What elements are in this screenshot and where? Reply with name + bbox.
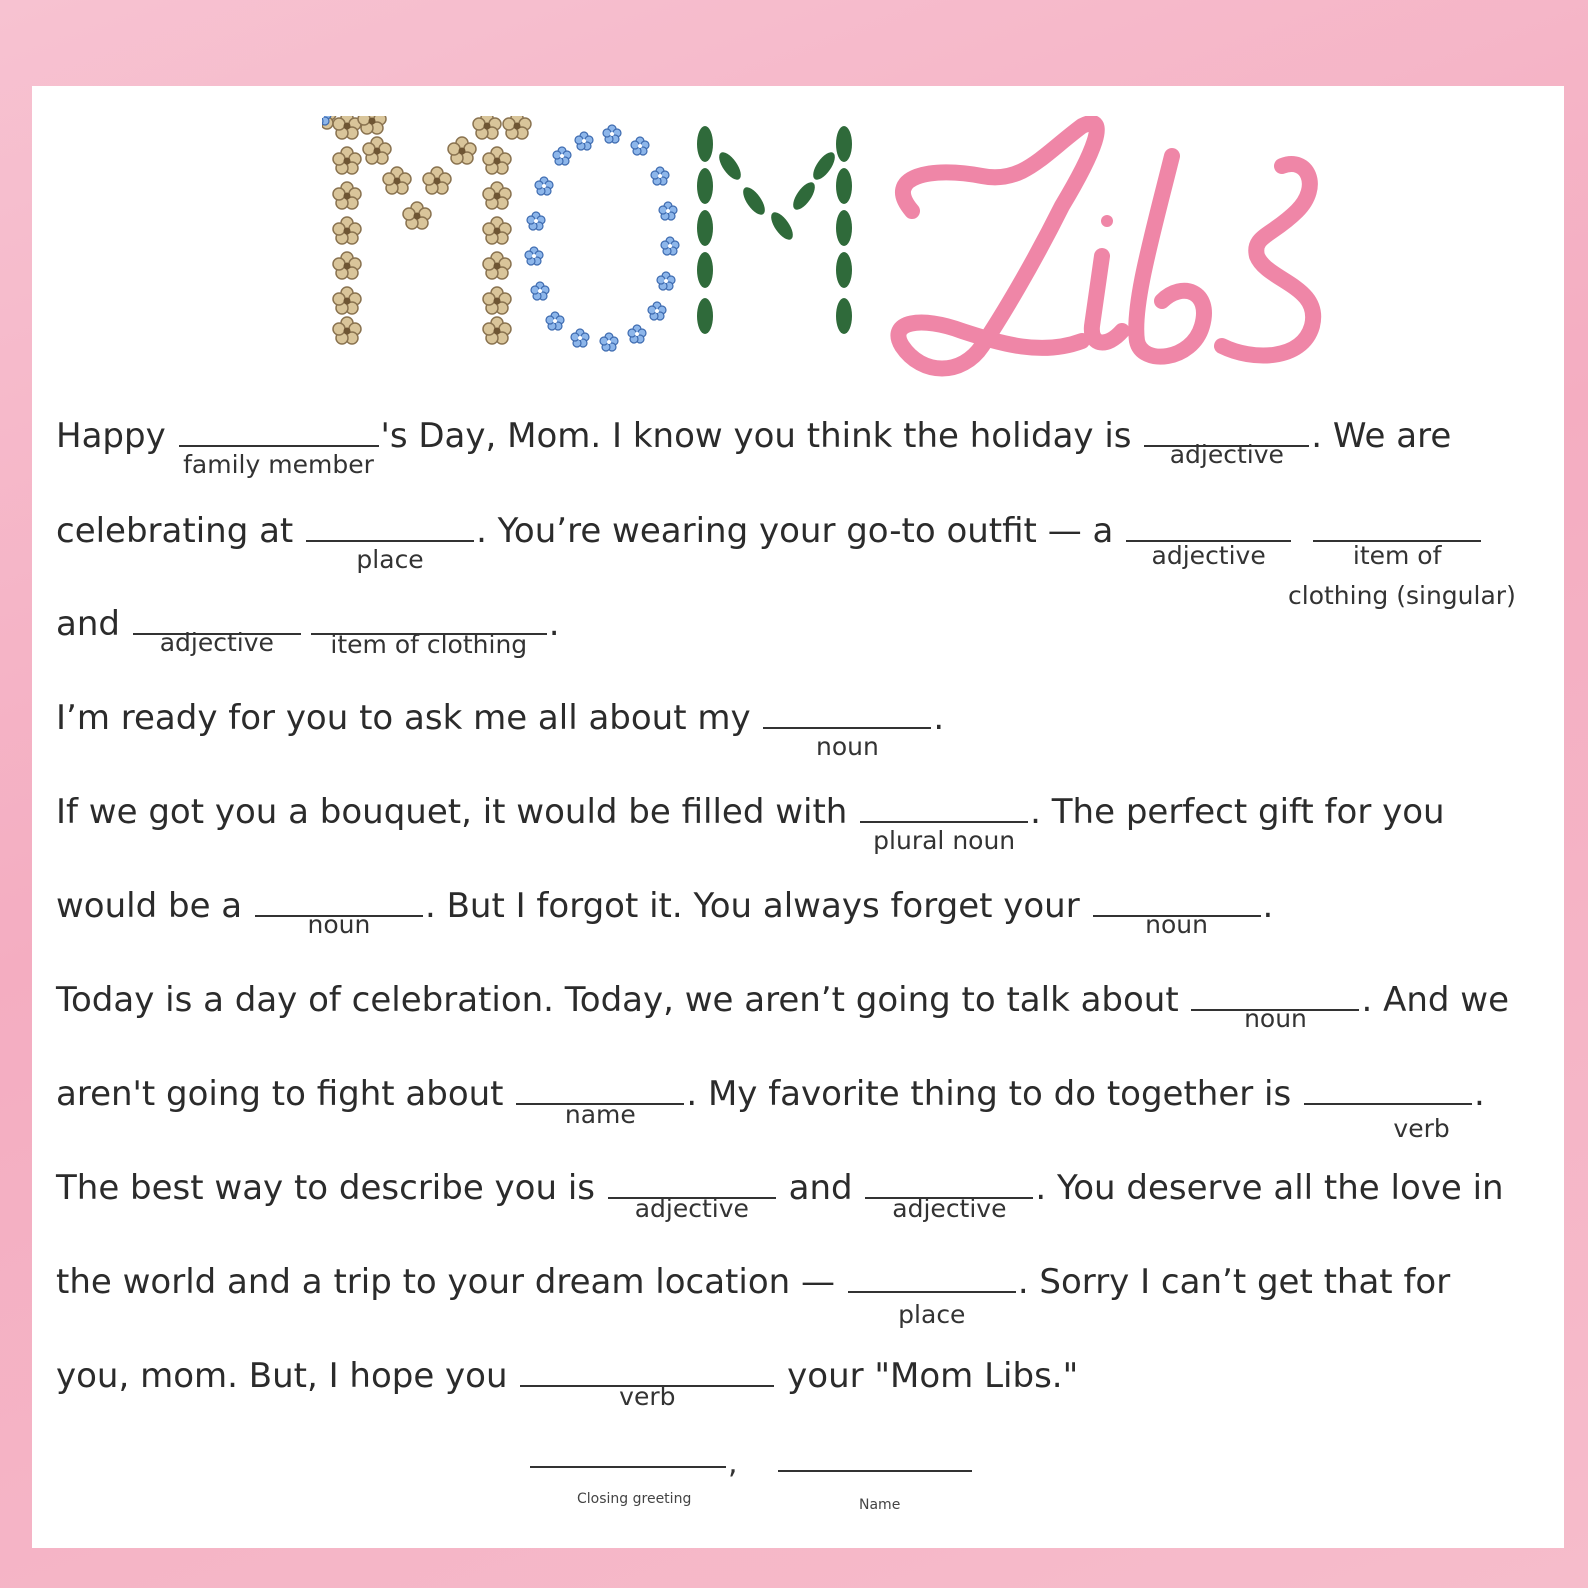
story-line-11: you, mom. But, I hope you verb your "Mom Libs." [56, 1356, 1079, 1411]
blank-place[interactable]: place [848, 1263, 1016, 1293]
blank-noun[interactable]: noun [1093, 887, 1261, 917]
blank-noun[interactable]: noun [255, 887, 423, 917]
blank-adjective[interactable]: adjective [133, 605, 301, 635]
blank-item-of-clothing-singular[interactable]: item of [1313, 512, 1481, 542]
blank-adjective[interactable]: adjective [865, 1169, 1033, 1199]
blank-adjective[interactable]: adjective [608, 1169, 776, 1199]
mad-libs-story [32, 86, 1564, 1548]
blank-verb[interactable]: verb [520, 1357, 774, 1387]
mom-libs-sheet [32, 86, 1564, 1548]
story-line-10: the world and a trip to your dream location — place . Sorry I can’t get that for [56, 1262, 1451, 1329]
story-line-7: Today is a day of celebration. Today, we aren’t going to talk about noun . And we [56, 980, 1510, 1033]
name-label: Name [859, 1497, 901, 1513]
blank-noun[interactable]: noun [1191, 981, 1359, 1011]
blank-name[interactable]: name [516, 1075, 684, 1105]
blank-item-of-clothing[interactable]: item of clothing [311, 605, 547, 635]
blank-family-member[interactable]: family member [179, 417, 379, 447]
blank-adjective[interactable]: adjective [1144, 417, 1309, 447]
name-line[interactable] [778, 1470, 972, 1472]
story-line-9: The best way to describe you is adjective and adjective . You deserve all the love in [56, 1168, 1504, 1223]
blank-plural-noun[interactable]: plural noun [860, 793, 1028, 823]
story-line-8: aren't going to fight about name . My favorite thing to do together is verb . [56, 1074, 1485, 1143]
blank-adjective[interactable]: adjective [1126, 512, 1291, 542]
story-line-3: and adjective item of clothing . [56, 604, 560, 659]
blank-place[interactable]: place [306, 512, 474, 542]
story-line-5: If we got you a bouquet, it would be filled with plural noun . The perfect gift for you [56, 792, 1445, 855]
story-line-4: I’m ready for you to ask me all about my noun . [56, 698, 945, 761]
story-line-1: Happy family member 's Day, Mom. I know you think the holiday is adjective . We are [56, 416, 1452, 479]
blank-noun[interactable]: noun [763, 699, 931, 729]
closing-greeting-line[interactable] [530, 1466, 726, 1468]
hint-clothing-singular: clothing (singular) [1288, 581, 1516, 610]
signature-comma: , [728, 1446, 738, 1481]
closing-greeting-label: Closing greeting [577, 1491, 692, 1507]
story-line-2: celebrating at place . You’re wearing your go-to outfit — a adjective item of [56, 511, 1483, 551]
blank-verb[interactable]: verb [1304, 1075, 1472, 1105]
story-line-6: would be a noun . But I forgot it. You always forget your noun . [56, 886, 1274, 939]
